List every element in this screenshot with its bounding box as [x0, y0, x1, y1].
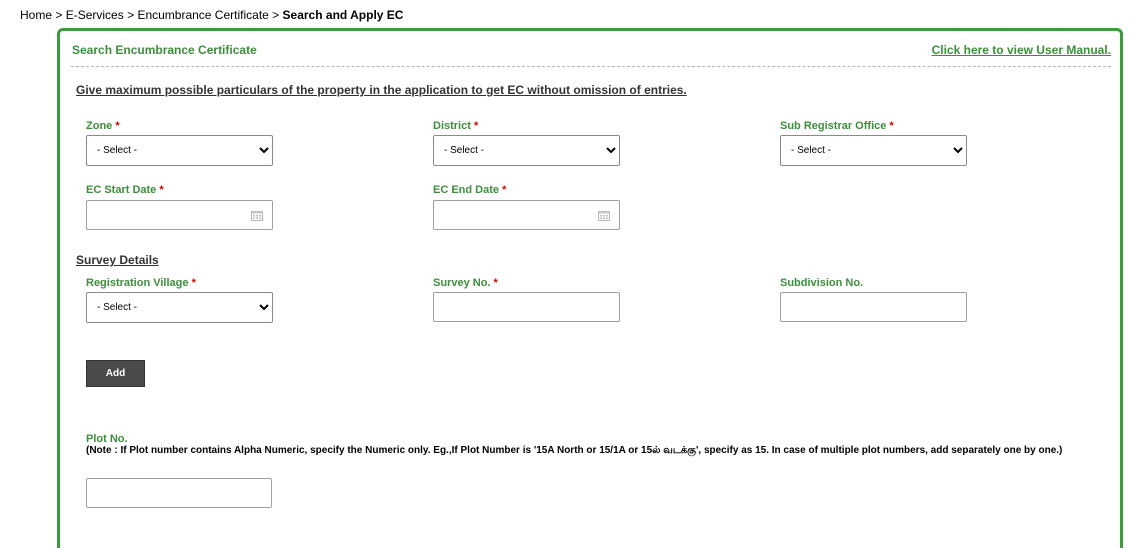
add-button[interactable]: Add	[86, 360, 145, 387]
plot-no-input[interactable]	[86, 478, 272, 508]
required-mark: *	[115, 120, 120, 132]
registration-village-select[interactable]	[86, 292, 273, 323]
ec-end-date-input[interactable]	[433, 200, 620, 230]
ec-start-date-label: EC Start Date *	[86, 184, 164, 196]
required-mark: *	[889, 120, 894, 132]
user-manual-link[interactable]: Click here to view User Manual.	[931, 43, 1111, 57]
required-mark: *	[502, 184, 507, 196]
sro-label: Sub Registrar Office *	[780, 120, 894, 132]
district-label: District *	[433, 120, 479, 132]
ec-start-date-input[interactable]	[86, 200, 273, 230]
survey-no-label: Survey No. *	[433, 277, 498, 289]
zone-select[interactable]	[86, 135, 273, 166]
breadcrumb-separator: >	[55, 8, 63, 22]
plot-no-label: Plot No.	[86, 433, 128, 445]
info-text: Give maximum possible particulars of the property in the application to get EC without omission of entries.	[76, 83, 687, 97]
required-mark: *	[159, 184, 164, 196]
ec-end-date-label: EC End Date *	[433, 184, 507, 196]
breadcrumb	[20, 8, 403, 22]
breadcrumb-separator: >	[127, 8, 135, 22]
sro-select[interactable]	[780, 135, 967, 166]
subdivision-no-input[interactable]	[780, 292, 967, 322]
required-mark: *	[191, 277, 196, 289]
panel-title: Search Encumbrance Certificate	[72, 43, 257, 57]
registration-village-label: Registration Village *	[86, 277, 196, 289]
calendar-icon[interactable]	[598, 210, 610, 221]
breadcrumb-home[interactable]: Home	[20, 8, 53, 22]
survey-no-input[interactable]	[433, 292, 620, 322]
plot-no-note: (Note : If Plot number contains Alpha Numeric, specify the Numeric only. Eg.,If Plot Number is '15A North or 15/1A or 15ல் வடக்கு', specify as 15. In case of multiple plot numbers, add separately one by one.)	[86, 445, 1063, 456]
district-select[interactable]	[433, 135, 620, 166]
breadcrumb-eservices[interactable]: E-Services	[65, 8, 124, 22]
required-mark: *	[493, 277, 498, 289]
subdivision-no-label: Subdivision No.	[780, 277, 864, 289]
breadcrumb-separator: >	[272, 8, 280, 22]
required-mark: *	[473, 120, 479, 132]
breadcrumb-encumbrance-certificate[interactable]: Encumbrance Certificate	[137, 8, 269, 22]
breadcrumb-current: Search and Apply EC	[282, 8, 404, 22]
calendar-icon[interactable]	[251, 210, 263, 221]
dashed-divider	[71, 66, 1111, 67]
zone-label: Zone *	[86, 120, 120, 132]
search-ec-panel	[57, 28, 1123, 548]
survey-details-heading: Survey Details	[76, 253, 159, 267]
